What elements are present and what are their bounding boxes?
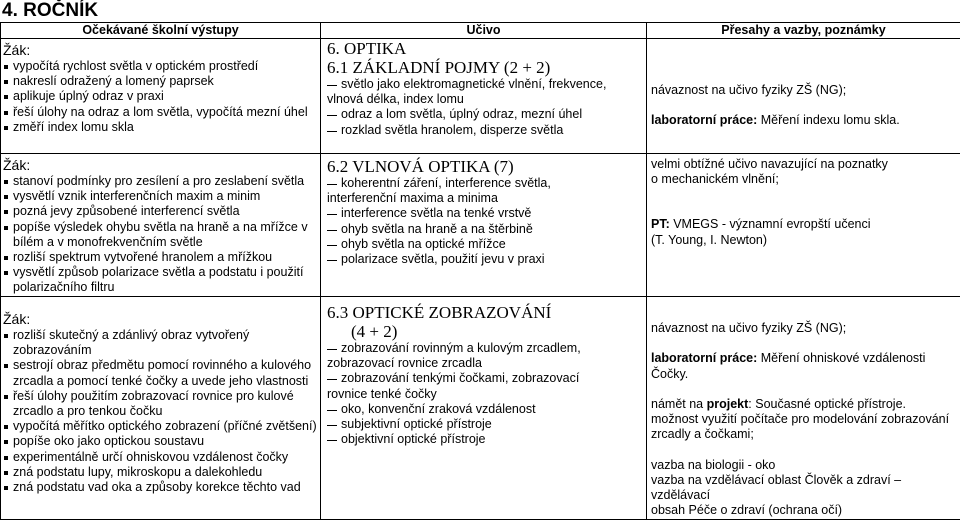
table-row	[1, 154, 960, 297]
list-item: ohyb světla na hraně a na štěrbině	[327, 222, 644, 237]
note-line: návaznost na učivo fyziky ZŠ (NG);	[651, 83, 958, 98]
list-item: popíše výsledek ohybu světla na hraně a na mřížce v bílém a v monofrekvenčním světle	[3, 220, 318, 250]
list-item: objektivní optické přístroje	[327, 432, 644, 447]
topic-title: 6.2 VLNOVÁ OPTIKA (7)	[327, 157, 644, 176]
section-title: 6. OPTIKA	[327, 39, 644, 58]
list-item: vypočítá měřítko optického zobrazení (příčné zvětšení)	[3, 419, 318, 434]
list-item: aplikuje úplný odraz v praxi	[3, 89, 318, 104]
topic-title: 6.1 ZÁKLADNÍ POJMY (2 + 2)	[327, 58, 644, 77]
header-notes: Přesahy a vazby, poznámky	[647, 23, 960, 39]
note-line: návaznost na učivo fyziky ZŠ (NG);	[651, 321, 958, 336]
list-item: světlo jako elektromagnetické vlnění, frekvence,	[327, 77, 644, 92]
list-item: rozklad světla hranolem, disperze světla	[327, 123, 644, 138]
notes-cell	[647, 297, 960, 520]
list-item: rovnice tenké čočky	[327, 387, 644, 402]
content-cell	[321, 39, 647, 154]
note-line: možnost využití počítače pro modelování zobrazování	[651, 412, 958, 427]
page-title: 4. ROČNÍK	[2, 0, 98, 22]
list-item: interference světla na tenké vrstvě	[327, 206, 644, 221]
note-line: námět na projekt: Současné optické přístroje.	[651, 397, 958, 412]
list-item: oko, konvenční zraková vzdálenost	[327, 402, 644, 417]
note-line: velmi obtížné učivo navazující na poznatky	[651, 157, 958, 172]
topic-subtitle: (4 + 2)	[327, 322, 644, 341]
list-item: koherentní záření, interference světla,	[327, 176, 644, 191]
note-line: o mechanickém vlnění;	[651, 172, 958, 187]
topic-title: 6.3 OPTICKÉ ZOBRAZOVÁNÍ	[327, 303, 644, 322]
list-item: zná podstatu vad oka a způsoby korekce těchto vad	[3, 480, 318, 495]
list-item: vypočítá rychlost světla v optickém prostředí	[3, 59, 318, 74]
zak-label: Žák:	[3, 311, 318, 328]
outputs-list	[3, 59, 318, 135]
note-line: vazba na vzdělávací oblast Člověk a zdraví – vzdělávací	[651, 473, 958, 503]
list-item: vlnová délka, index lomu	[327, 92, 644, 107]
list-item: experimentálně určí ohniskovou vzdálenost čočky	[3, 450, 318, 465]
header-content: Učivo	[321, 23, 647, 39]
list-item: nakreslí odražený a lomený paprsek	[3, 74, 318, 89]
note-line: vazba na biologii - oko	[651, 458, 958, 473]
table-row	[1, 297, 960, 520]
outputs-cell	[1, 297, 321, 520]
list-item: rozliší spektrum vytvořené hranolem a mřížkou	[3, 250, 318, 265]
note-line: obsah Péče o zdraví (ochrana očí)	[651, 503, 958, 518]
list-item: zobrazování rovinným a kulovým zrcadlem,	[327, 341, 644, 356]
list-item: vysvětlí vznik interferenčních maxim a minim	[3, 189, 318, 204]
note-line: PT: VMEGS - významní evropští učenci	[651, 217, 958, 232]
list-item: změří index lomu skla	[3, 120, 318, 135]
list-item: řeší úlohy použitím zobrazovací rovnice pro kulové zrcadlo a pro tenkou čočku	[3, 389, 318, 419]
notes-cell	[647, 154, 960, 297]
header-outputs: Očekávané školní výstupy	[1, 23, 321, 39]
note-line: Čočky.	[651, 367, 958, 382]
list-item: polarizace světla, použití jevu v praxi	[327, 252, 644, 267]
content-cell	[321, 154, 647, 297]
outputs-list	[3, 328, 318, 495]
list-item: popíše oko jako optickou soustavu	[3, 434, 318, 449]
note-line: zrcadly a čočkami;	[651, 427, 958, 442]
content-cell	[321, 297, 647, 520]
list-item: zná podstatu lupy, mikroskopu a dalekohledu	[3, 465, 318, 480]
list-item: sestrojí obraz předmětu pomocí rovinného a kulového zrcadla a pomocí tenké čočky a uvede jeho vlastnosti	[3, 358, 318, 388]
list-item: vysvětlí způsob polarizace světla a podstatu i použití polarizačního filtru	[3, 265, 318, 295]
list-item: zobrazování tenkými čočkami, zobrazovací	[327, 371, 644, 386]
list-item: řeší úlohy na odraz a lom světla, vypočítá mezní úhel	[3, 105, 318, 120]
note-line: laboratorní práce: Měření indexu lomu skla.	[651, 113, 958, 128]
list-item: odraz a lom světla, úplný odraz, mezní úhel	[327, 107, 644, 122]
list-item: ohyb světla na optické mřížce	[327, 237, 644, 252]
list-item: interferenční maxima a minima	[327, 191, 644, 206]
note-line: (T. Young, I. Newton)	[651, 233, 958, 248]
zak-label: Žák:	[3, 157, 318, 174]
outputs-cell	[1, 154, 321, 297]
zak-label: Žák:	[3, 42, 318, 59]
list-item: zobrazovací rovnice zrcadla	[327, 356, 644, 371]
table-row	[1, 39, 960, 154]
notes-cell	[647, 39, 960, 154]
list-item: rozliší skutečný a zdánlivý obraz vytvořený zobrazováním	[3, 328, 318, 358]
list-item: pozná jevy způsobené interferencí světla	[3, 204, 318, 219]
outputs-cell	[1, 39, 321, 154]
list-item: subjektivní optické přístroje	[327, 417, 644, 432]
note-line: laboratorní práce: Měření ohniskové vzdálenosti	[651, 351, 958, 366]
list-item: stanoví podmínky pro zesílení a pro zeslabení světla	[3, 174, 318, 189]
outputs-list	[3, 174, 318, 296]
curriculum-table	[0, 22, 960, 520]
